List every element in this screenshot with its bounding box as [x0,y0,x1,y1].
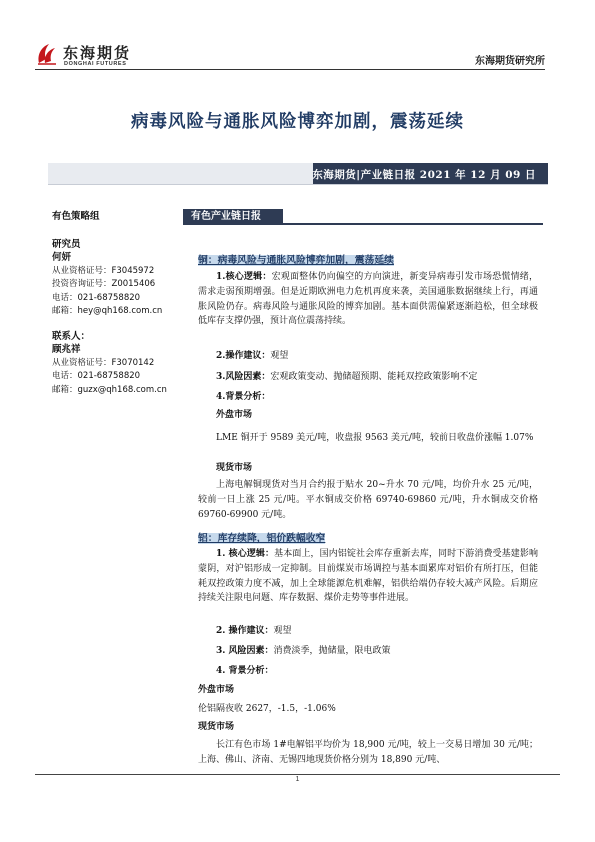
logo-mark-icon [35,41,59,67]
researcher-email[interactable]: 邮箱：hey@qh168.com.cn [52,306,163,316]
institute-name: 东海期货研究所 [475,56,545,67]
banner-dark-block [313,163,548,184]
report-title: 病毒风险与通胀风险博弈加剧，震荡延续 [131,112,464,132]
contact-name: 顾兆祥 [52,344,81,355]
aluminum-spot: 长江有色市场 1#电解铝平均价为 18,900 元/吨，较上一交易日增加 30 元/吨；上海、佛山、济南、无锡四地现货价格分别为 18,890 元/吨、 [198,740,538,765]
copper-risk: 3.风险因素：宏观政策变动、抛储超预期、能耗双控政策影响不定 [216,372,478,382]
copper-outer: LME 铜开于 9589 美元/吨，收盘报 9563 美元/吨，较前日收盘价涨幅 1.07% [216,433,534,443]
logo-text-en: DONGHAI FUTURES [64,61,127,67]
aluminum-core-logic: 1. 核心逻辑：基本面上，国内铝锭社会库存重新去库，同时下游消费受基建影响蒙阴，对沪铝形成一定抑制。目前煤炭市场调控与基本面累库对铝价有所打压，但能耗双控政策力度不减，加上全球能源危机难解，铝供给端仍存较大减产风险。后期应持续关注限电问题、库存数据、煤价走势等事件进展。 [198,549,538,604]
copper-heading: 铜：病毒风险与通胀风险博弈加剧，震荡延续 [198,255,394,266]
copper-outer-label: 外盘市场 [216,410,253,420]
copper-advice: 2.操作建议：观望 [216,351,289,361]
banner-text: 东海期货|产业链日报 2021 年 12 月 09 日 [312,169,536,181]
header-divider [35,69,545,70]
researcher-qualification: 从业资格证号：F3045972 [52,265,155,276]
researcher-consult-id: 投资咨询证号：Z0015406 [52,279,156,289]
strategy-group: 有色策略组 [52,211,100,222]
page-number: 1 [295,776,300,783]
aluminum-outer: 伦铝隔夜收 2627，-1.5，-1.06% [198,704,336,714]
contact-label: 联系人： [52,330,91,342]
section-rule [283,223,543,225]
copper-background: 4.背景分析： [216,392,271,402]
sidebar-contacts [52,210,177,397]
aluminum-outer-label: 外盘市场 [198,685,235,695]
contact-qualification: 从业资格证号：F3070142 [52,357,155,368]
aluminum-advice: 2. 操作建议：观望 [216,626,292,636]
report-banner [48,163,548,185]
researcher-label: 研究员 [52,238,81,250]
copper-core-logic: 1.核心逻辑：宏观面整体仍向偏空的方向演进，新变异病毒引发市场恐慌情绪，需求走弱预期增强。但是近期欧洲电力危机再度来袭，美国通胀数据继续上行，再通胀风险仍存。病毒风险与通胀风险的博弈加剧。基本面供需偏紧逐渐趋松，但全球极低库存支撑仍强，预计高位震荡持续。 [198,272,538,327]
section-tag: 有色产业链日报 [183,209,283,225]
logo-text-cn: 东海期货 [63,44,132,62]
contact-phone: 电话：021-68758820 [52,371,141,381]
aluminum-heading: 铝：库存续降，铝价跌幅收窄 [198,533,326,544]
contact-email[interactable]: 邮箱：guzx@qh168.com.cn [52,384,167,395]
footer-divider [35,774,560,775]
copper-spot-label: 现货市场 [216,463,253,473]
researcher-phone: 电话：021-68758820 [52,292,141,303]
copper-spot: 上海电解铜现货对当月合约报于贴水 20~升水 70 元/吨，均价升水 25 元/吨，较前一日上涨 25 元/吨。平水铜成交价格 69740-69860 元/吨，升水铜成交价格 69760-69900 元/吨。 [198,480,538,520]
aluminum-spot-label: 现货市场 [198,722,235,732]
aluminum-background: 4. 背景分析： [216,666,274,676]
section-header [183,209,543,225]
company-logo [35,41,185,71]
researcher-name: 何妍 [52,252,72,263]
aluminum-risk: 3. 风险因素：消费淡季，抛储量，限电政策 [216,646,391,656]
